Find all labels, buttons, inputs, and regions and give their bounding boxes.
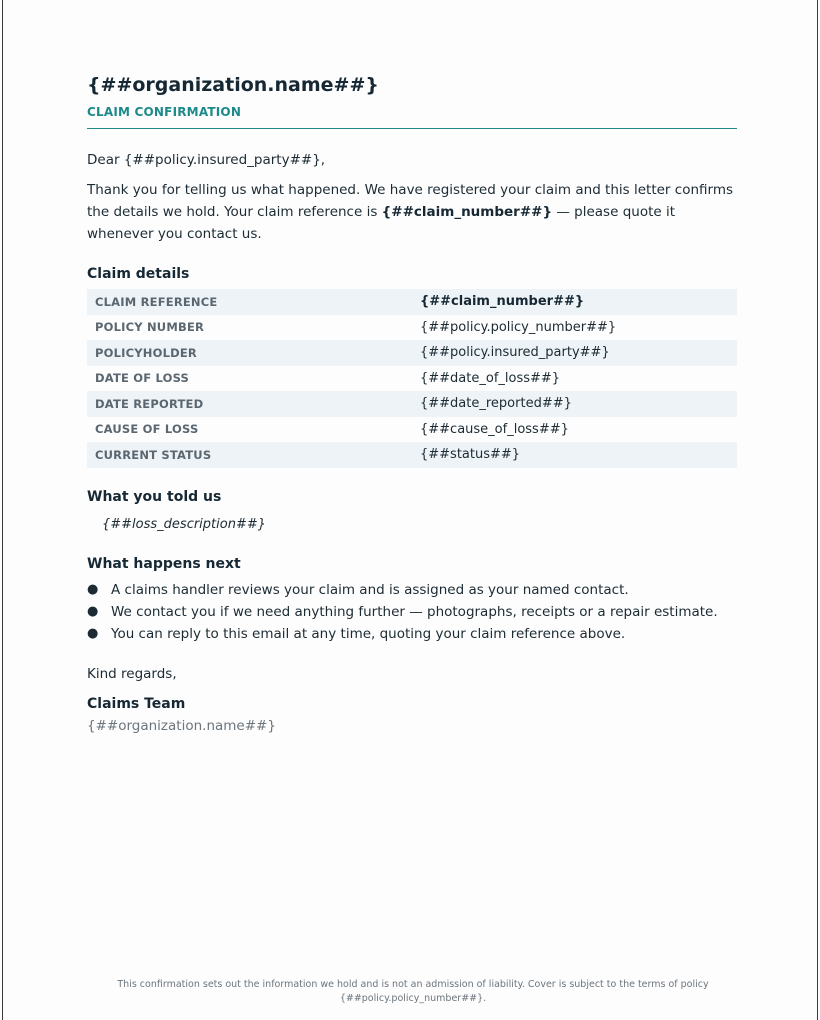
row-value: {##status##} [412,442,737,468]
intro-text-end: — please quote it whenever you contact us. [87,204,676,242]
row-value: {##cause_of_loss##} [420,421,569,437]
footer-disclaimer [103,978,723,1006]
table-row [87,391,737,417]
row-label: POLICY NUMBER [95,320,205,335]
row-label: CURRENT STATUS [87,442,412,468]
row-label: DATE REPORTED [87,391,412,417]
row-value: {##date_reported##} [412,391,737,417]
row-label: CAUSE OF LOSS [95,422,199,437]
signature-organization: {##organization.name##} [87,717,276,734]
list-item-text: A claims handler reviews your claim and is assigned as your named contact. [111,581,629,598]
table-row [87,366,737,392]
table-row [87,417,737,443]
table-row [87,340,737,366]
list-item [87,601,737,623]
claim-details-heading: Claim details [87,266,190,282]
row-value: {##policy.insured_party##} [412,340,737,366]
intro-paragraph [87,179,737,245]
what-you-told-us-heading: What you told us [87,488,222,505]
row-value: {##policy.policy_number##} [420,319,617,335]
row-label: DATE OF LOSS [95,371,190,386]
row-value: {##claim_number##} [412,289,737,315]
row-label: CLAIM REFERENCE [87,289,412,315]
what-happens-next-heading: What happens next [87,555,241,572]
salutation: Dear {##policy.insured_party##}, [87,152,326,168]
bullet-icon: ● [87,625,99,641]
list-item-text: You can reply to this email at any time, quoting your claim reference above. [111,625,626,642]
row-value: {##date_of_loss##} [420,370,561,386]
table-row [87,442,737,468]
intro-claim-reference: {##claim_number##} [381,204,553,220]
bullet-icon: ● [87,581,99,597]
footer-line-2: {##policy.policy_number##}. [339,993,487,1004]
claim-details-table [87,289,737,468]
list-item-text: We contact you if we need anything further — photographs, receipts or a repair estimate. [111,603,718,620]
list-item [87,579,737,601]
table-row [87,289,737,315]
loss-description: {##loss_description##} [102,516,267,532]
organization-title: {##organization.name##} [87,74,379,96]
row-label: POLICYHOLDER [87,340,412,366]
footer-line-1: This confirmation sets out the information we hold and is not an admission of liability. Cover is subject to the terms of policy [117,979,709,990]
signature-team: Claims Team [87,695,186,712]
intro-text-start: Thank you for telling us what happened. We have registered your claim and this letter confirms the details we hold. Your claim reference is [87,182,734,220]
letter-page [2,0,818,1020]
letter-content [87,70,737,737]
table-row [87,315,737,341]
bullet-icon: ● [87,603,99,619]
closing-regards: Kind regards, [87,665,177,682]
next-steps-list [87,579,737,645]
list-item [87,623,737,645]
document-subtitle: CLAIM CONFIRMATION [87,105,737,129]
